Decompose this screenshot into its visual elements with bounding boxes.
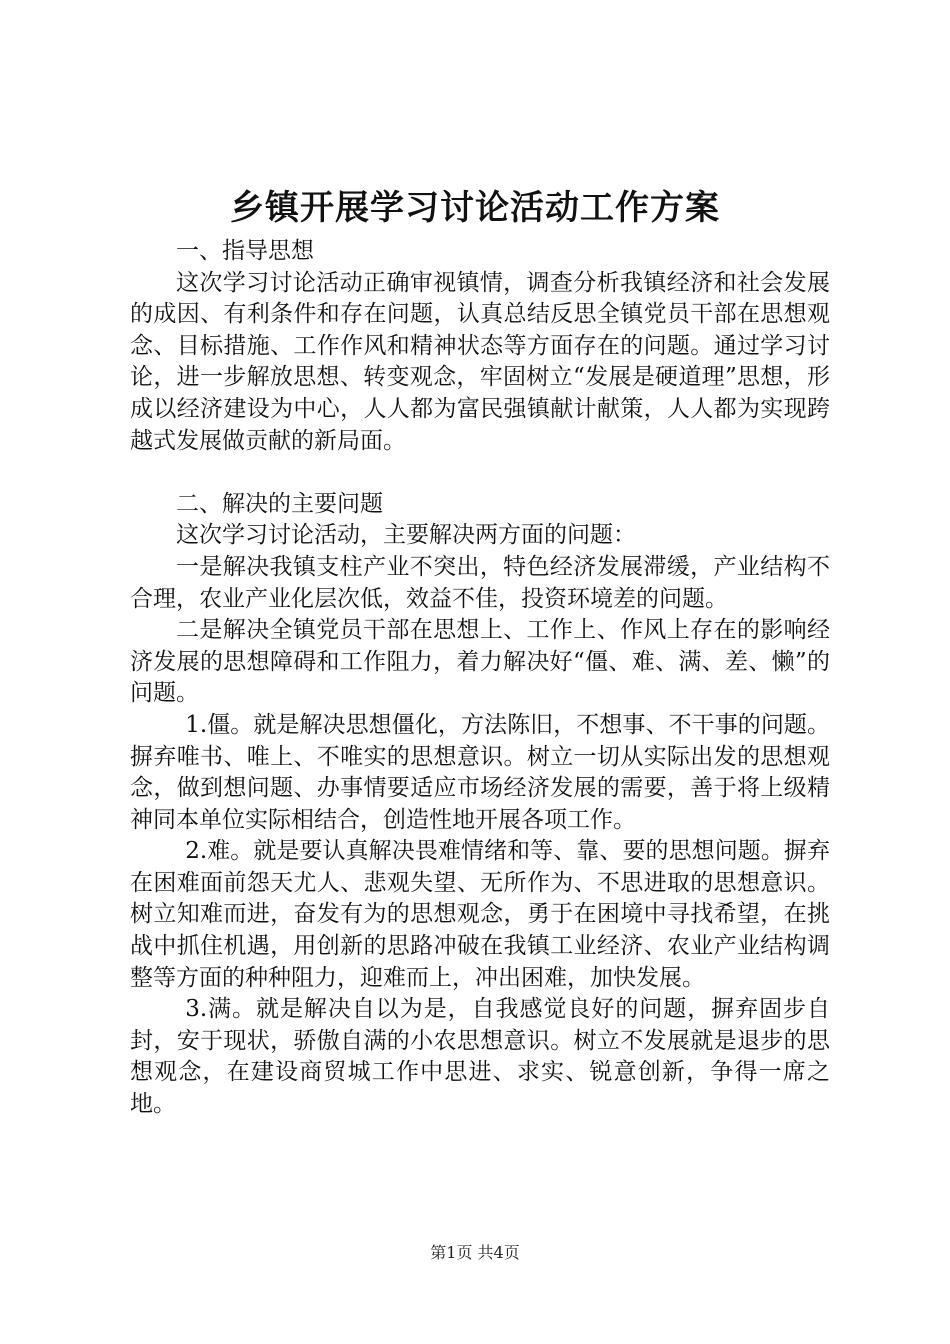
paragraph-problem-one: 一是解决我镇支柱产业不突出，特色经济发展滞缓，产业结构不合理，农业产业化层次低，效益不佳，投资环境差的问题。 (130, 553, 830, 612)
paragraph-item-difficult: 2.难。就是要认真解决畏难情绪和等、靠、要的思想问题。摒弃在困难面前怨天尤人、悲观失望、无所作为、不思进取的思想意识。树立知难而进，奋发有为的思想观念，勇于在困境中寻找希望，在挑战中抓住机遇，用创新的思路冲破在我镇工业经济、农业产业结构调整等方面的种种阻力，迎难而上，冲出困难，加快发展。 (130, 838, 830, 991)
section-heading-main-problems: 二、解决的主要问题 (176, 490, 383, 517)
page-footer: 第1页 共4页 (430, 1243, 520, 1262)
paragraph-item-complacent: 3.满。就是解决自以为是，自我感觉良好的问题，摒弃固步自封，安于现状，骄傲自满的小农思想意识。树立不发展就是退步的思想观念，在建设商贸城工作中思进、求实、锐意创新，争得一席之地。 (130, 996, 830, 1118)
section-heading-guiding-ideology: 一、指导思想 (176, 238, 314, 264)
paragraph-guiding-ideology: 这次学习讨论活动正确审视镇情，调查分析我镇经济和社会发展的成因、有利条件和存在问题，认真总结反思全镇党员干部在思想观念、目标措施、工作作风和精神状态等方面存在的问题。通过学习讨论，进一步解放思想、转变观念，牢固树立“发展是硬道理”思想，形成以经济建设为中心，人人都为富民强镇献计献策，人人都为实现跨越式发展做贡献的新局面。 (130, 269, 830, 454)
paragraph-item-stiff: 1.僵。就是解决思想僵化，方法陈旧，不想事、不干事的问题。摒弃唯书、唯上、不唯实的思想意识。树立一切从实际出发的思想观念，做到想问题、办事情要适应市场经济发展的需要，善于将上级精神同本单位实际相结合，创造性地开展各项工作。 (130, 711, 830, 833)
paragraph-main-problems-intro: 这次学习讨论活动，主要解决两方面的问题： (176, 522, 636, 549)
document-body (130, 236, 830, 1121)
paragraph-problem-two: 二是解决全镇党员干部在思想上、工作上、作风上存在的影响经济发展的思想障碍和工作阻力，着力解决好“僵、难、满、差、懒”的问题。 (130, 617, 830, 707)
document-title: 乡镇开展学习讨论活动工作方案 (230, 188, 720, 228)
